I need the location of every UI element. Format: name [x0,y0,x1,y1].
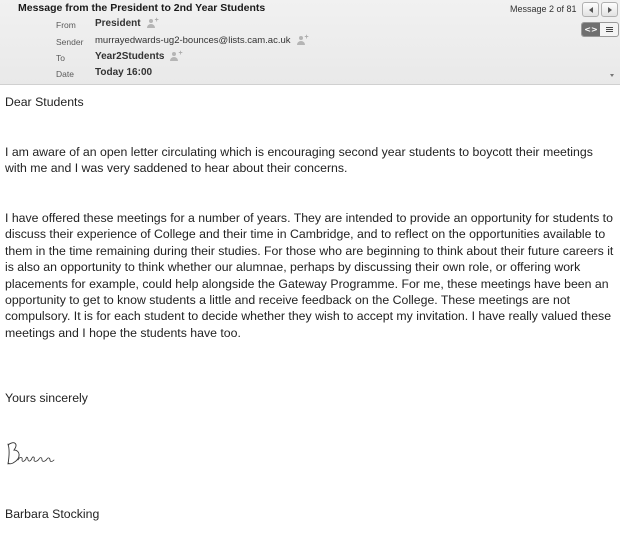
date-label: Date [56,69,74,79]
paragraph-1: I am aware of an open letter circulating which is encouraging second year students to boycott their meetings with me and I was very saddened to hear about their concerns. [5,145,593,176]
add-contact-icon[interactable]: + [297,36,309,46]
view-toggle [581,22,619,37]
arrow-left-icon [589,7,593,13]
view-source-button[interactable]: <> [582,23,600,36]
to-recipient[interactable]: Year2Students [95,51,165,62]
from-name[interactable]: President [95,18,141,29]
add-contact-icon[interactable]: + [147,19,159,29]
message-counter: Message 2 of 81 [510,4,577,14]
handwritten-signature [4,436,64,470]
view-headers-button[interactable] [600,23,618,36]
to-label: To [56,53,65,63]
sender-address[interactable]: murrayedwards-ug2-bounces@lists.cam.ac.uk [95,35,291,46]
date-value: Today 16:00 [95,67,153,78]
sender-label: Sender [56,37,84,47]
from-label: From [56,20,76,30]
next-message-button[interactable] [601,2,618,17]
signoff-name: Barbara Stocking [5,507,100,521]
to-value[interactable] [95,51,182,62]
arrow-right-icon [608,7,612,13]
message-header [0,0,620,85]
list-icon [606,27,613,28]
greeting: Dear Students [5,95,84,109]
message-subject: Message from the President to 2nd Year Students [18,2,266,14]
paragraph-2: I have offered these meetings for a number of years. They are intended to provide an opportunity for students to discuss their experience of College and their time in Cambridge, and to reflect on the opportunities available to them in the time remaining during their studies. For those who are beginning to think about their future careers it is also an opportunity to think whether our alumnae, perhaps by discussing their own role, or offering work placements for example, could help alongside the Gateway Programme. For me, these meetings have been an opportunity to get to know students a little and receive feedback on the College. These meetings are not compulsory. It is for each student to decide whether they wish to accept my invitation. I have really valued these meetings and I hope the students have too. [5,211,614,340]
scroll-down-icon[interactable] [610,74,614,77]
closing: Yours sincerely [5,391,88,405]
add-contact-icon[interactable]: + [170,52,182,62]
from-value[interactable] [95,18,159,29]
previous-message-button[interactable] [582,2,599,17]
sender-value[interactable] [95,35,309,46]
